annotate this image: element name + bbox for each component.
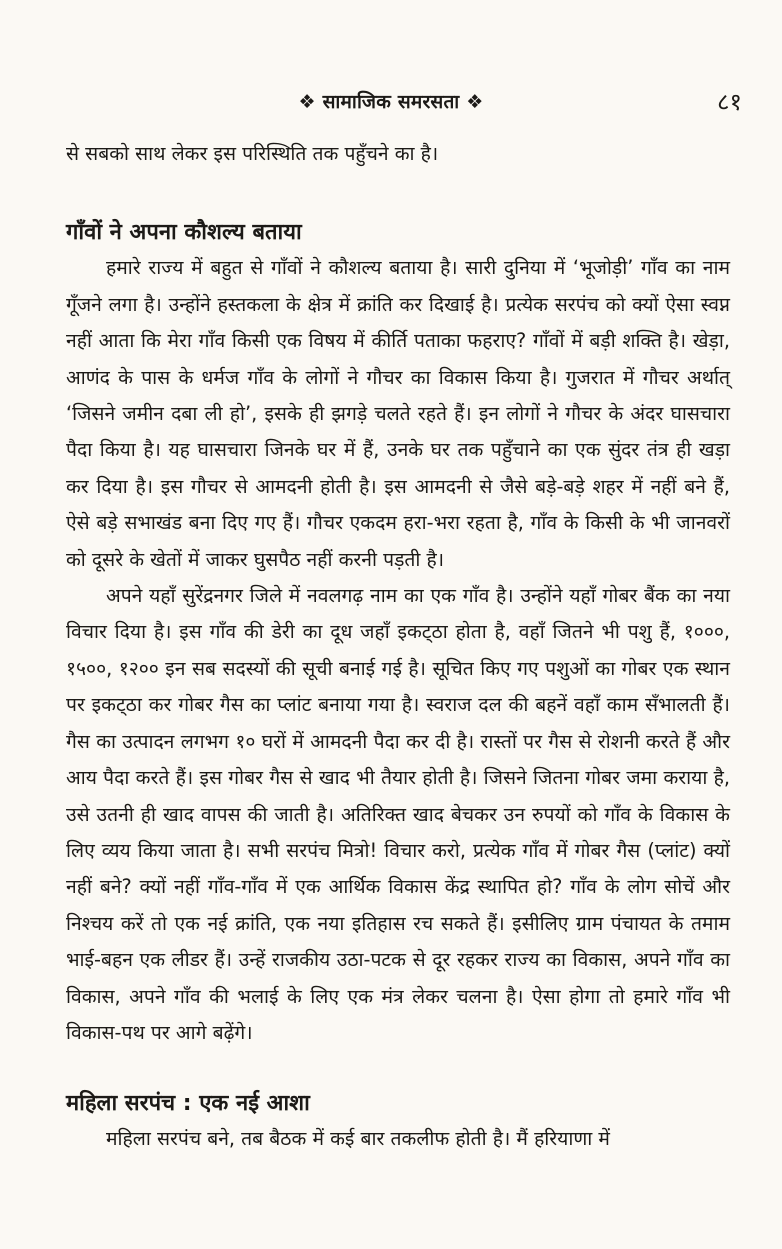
- paragraph-women-sarpanch: महिला सरपंच बने, तब बैठक में कई बार तकलीफ होती है। मैं हरियाणा में: [106, 1127, 610, 1151]
- running-title: ❖ सामाजिक समरसता ❖: [298, 91, 484, 113]
- intro-line: से सबको साथ लेकर इस परिस्थिति तक पहुँचने का है।: [66, 142, 439, 165]
- section-heading-women-sarpanch: महिला सरपंच : एक नई आशा: [66, 1091, 310, 1117]
- paragraph-bhujodi-dharmaj: हमारे राज्य में बहुत से गाँवों ने कौशल्य बताया है। सारी दुनिया में ‘भूजोड़ी’ गाँव का नाम गूँजने लगा है। उन्होंने हस्तकला के क्षेत्र में क्रांति कर दिखाई है। प्रत्येक सरपंच को क्यों ऐसा स्वप्न नहीं आता कि मेरा गाँव किसी एक विषय में कीर्ति पताका फहराए? गाँवों में बड़ी शक्ति है। खेड़ा, आणंद के पास के धर्मज गाँव के लोगों ने गौचर का विकास किया है। गुजरात में गौचर अर्थात् ‘जिसने जमीन दबा ली हो’, इसके ही झगड़े चलते रहते हैं। इन लोगों ने गौचर के अंदर घासचारा पैदा किया है। यह घासचारा जिनके घर में हैं, उनके घर तक पहुँचाने का एक सुंदर तंत्र ही खड़ा कर दिया है। इस गौचर से आमदनी होती है। इस आमदनी से जैसे बड़े-बड़े शहर में नहीं बने हैं, ऐसे बड़े सभाखंड बना दिए गए हैं। गौचर एकदम हरा-भरा रहता है, गाँव के किसी के भी जानवरों को दूसरे के खेतों में जाकर घुसपैठ नहीं करनी पड़ती है।: [66, 256, 730, 571]
- section-heading-villages-skill: गाँवों ने अपना कौशल्य बताया: [66, 220, 302, 246]
- page-body: [66, 136, 730, 1158]
- page-number: ८१: [717, 88, 742, 116]
- paragraph-navalgadh-gobar-bank: अपने यहाँ सुरेंद्रनगर जिले में नवलगढ़ नाम का एक गाँव है। उन्होंने यहाँ गोबर बैंक का नया विचार दिया है। इस गाँव की डेरी का दूध जहाँ इकट्‌ठा होता है, वहाँ जितने भी पशु हैं, १०००, १५००, १२०० इन सब सदस्यों की सूची बनाई गई है। सूचित किए गए पशुओं का गोबर एक स्थान पर इकट्‌ठा कर गोबर गैस का प्लांट बनाया गया है। स्वराज दल की बहनें वहाँ काम सँभालती हैं। गैस का उत्पादन लगभग १० घरों में आमदनी पैदा कर दी है। रास्तों पर गैस से रोशनी करते हैं और आय पैदा करते हैं। इस गोबर गैस से खाद भी तैयार होती है। जिसने जितना गोबर जमा कराया है, उसे उतनी ही खाद वापस की जाती है। अतिरिक्त खाद बेचकर उन रुपयों को गाँव के विकास के लिए व्यय किया जाता है। सभी सरपंच मित्रो! विचार करो, प्रत्येक गाँव में गोबर गैस (प्लांट) क्यों नहीं बने? क्यों नहीं गाँव-गाँव में एक आर्थिक विकास केंद्र स्थापित हो? गाँव के लोग सोचें और निश्चय करें तो एक नई क्रांति, एक नया इतिहास रच सकते हैं। इसीलिए ग्राम पंचायत के तमाम भाई-बहन एक लीडर हैं। उन्हें राजकीय उठा-पटक से दूर रहकर राज्य का विकास, अपने गाँव का विकास, अपने गाँव की भलाई के लिए एक मंत्र लेकर चलना है। ऐसा होगा तो हमारे गाँव भी विकास-पथ पर आगे बढ़ेंगे।: [66, 584, 730, 1044]
- running-header: [40, 88, 742, 118]
